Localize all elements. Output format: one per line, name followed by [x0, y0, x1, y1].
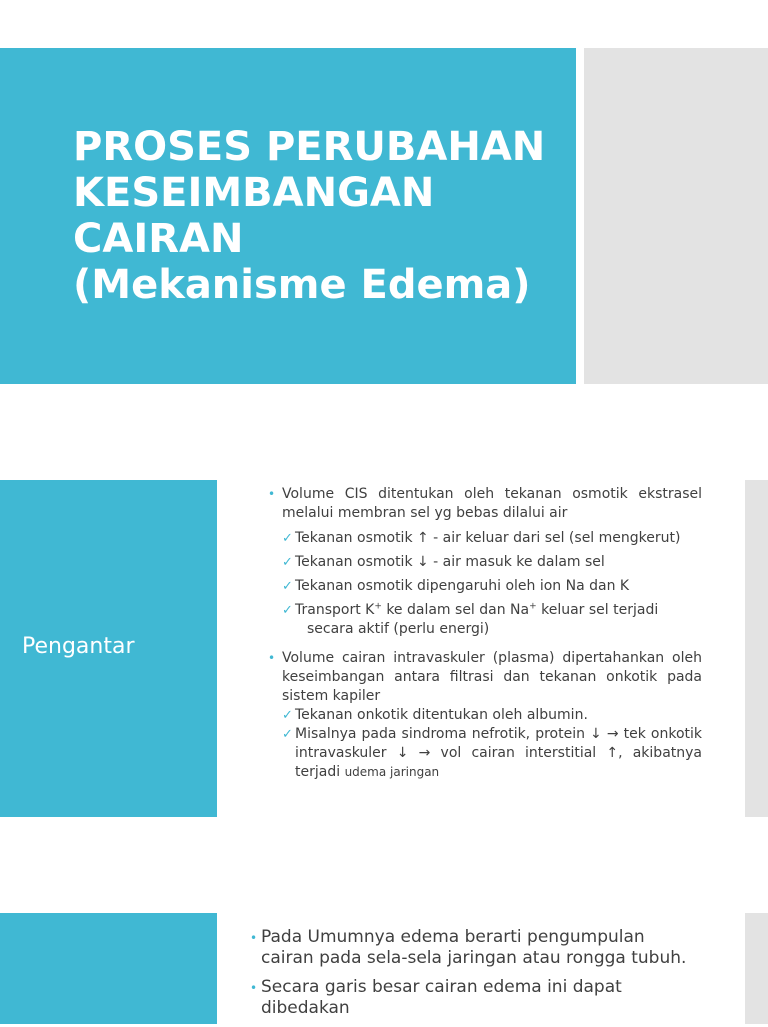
- title-line-2: KESEIMBANGAN: [73, 170, 435, 216]
- check-text: Tekanan osmotik ↑ - air keluar dari sel (sel mengkerut): [295, 530, 681, 546]
- transport-post: keluar sel terjadi: [536, 602, 659, 618]
- title-panel: [0, 48, 576, 384]
- check-icon: ✓: [282, 727, 293, 742]
- bullet-item: [250, 927, 700, 969]
- title-line-3: CAIRAN: [73, 216, 244, 262]
- bullet-text: Secara garis besar cairan edema ini dapat dibedakan: [261, 977, 622, 1018]
- check-text: Misalnya pada sindroma nefrotik, protein ↓ → tek onkotik intravaskuler ↓ → vol cairan interstitial ↑, akibatnya terjadi: [295, 726, 702, 780]
- check-item: [268, 553, 702, 572]
- title-slide: [0, 48, 768, 384]
- check-text: Tekanan osmotik dipengaruhi oleh ion Na dan K: [295, 578, 630, 594]
- check-item: [268, 529, 702, 548]
- check-icon: ✓: [282, 579, 293, 594]
- bullet-item: [268, 649, 702, 706]
- right-gray-bar: [745, 480, 768, 817]
- bullet-text: Volume CIS ditentukan oleh tekanan osmotik ekstrasel melalui membran sel yg bebas dilalui air: [282, 486, 702, 521]
- transport-pre: Transport K: [295, 602, 375, 618]
- check-item: [268, 706, 702, 725]
- title-line-4: (Mekanisme Edema): [73, 262, 531, 308]
- bullet-icon: •: [250, 981, 258, 995]
- section-panel: [0, 913, 217, 1024]
- check-icon: ✓: [282, 708, 293, 723]
- transport-line-2: secara aktif (perlu energi): [307, 621, 490, 637]
- transport-mid: ke dalam sel dan Na: [381, 602, 530, 618]
- check-item: [268, 725, 702, 782]
- bullet-icon: •: [268, 651, 276, 665]
- pengantar-slide: [0, 480, 768, 817]
- section-label: Pengantar: [22, 634, 135, 659]
- na-superscript: +: [529, 601, 537, 612]
- bullet-item: [250, 977, 700, 1019]
- check-text: Tekanan onkotik ditentukan oleh albumin.: [295, 707, 588, 723]
- check-icon: ✓: [282, 603, 293, 618]
- edema-slide: [0, 913, 768, 1024]
- k-superscript: +: [374, 601, 382, 612]
- check-text-small: udema jaringan: [344, 765, 440, 779]
- bullet-item: [268, 485, 702, 523]
- check-text: Tekanan osmotik ↓ - air masuk ke dalam sel: [295, 554, 605, 570]
- bullet-icon: •: [250, 931, 258, 945]
- right-gray-bar: [745, 913, 768, 1024]
- bullet-text: Volume cairan intravaskuler (plasma) dipertahankan oleh keseimbangan antara filtrasi dan tekanan onkotik pada sistem kapiler: [282, 650, 702, 704]
- bullet-text: Pada Umumnya edema berarti pengumpulan cairan pada sela-sela jaringan atau rongga tubuh.: [261, 927, 687, 968]
- bullet-icon: •: [268, 487, 276, 501]
- title-line-1: PROSES PERUBAHAN: [73, 124, 546, 170]
- check-item-transport: [268, 601, 702, 639]
- slide-content: [250, 927, 700, 1027]
- title-side-panel: [584, 48, 768, 384]
- check-item: [268, 577, 702, 596]
- slide-content: [268, 485, 702, 782]
- slide-title: [73, 124, 573, 308]
- check-icon: ✓: [282, 555, 293, 570]
- section-panel: [0, 480, 217, 817]
- check-icon: ✓: [282, 531, 293, 546]
